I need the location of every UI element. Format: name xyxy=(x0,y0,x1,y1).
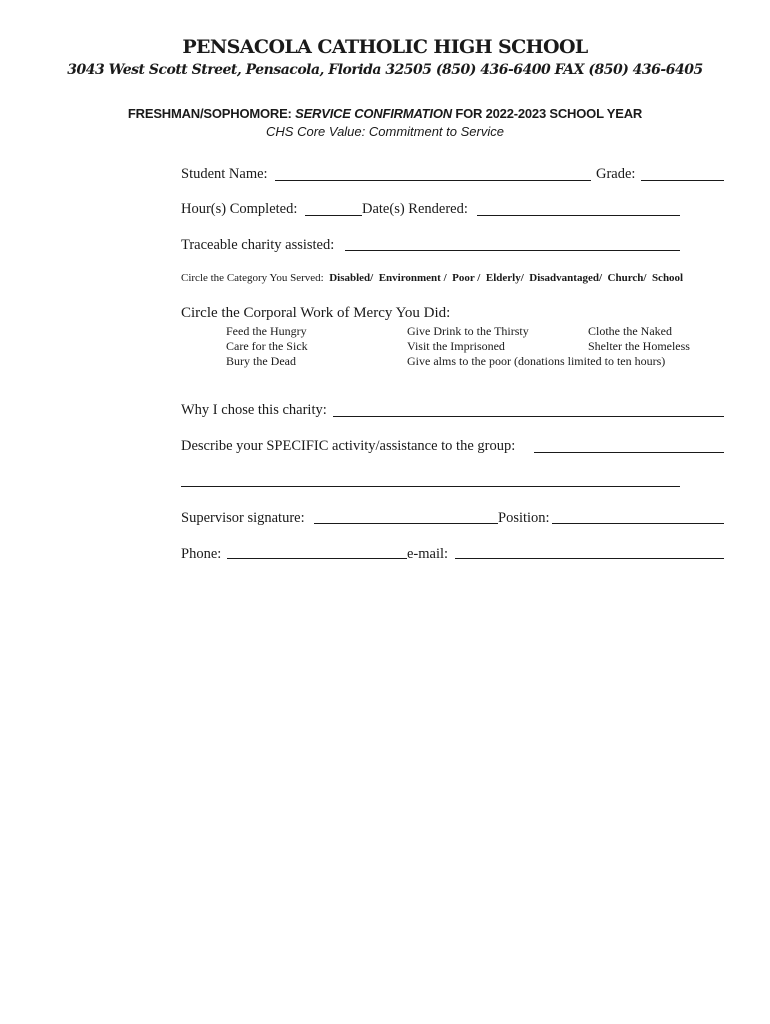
mercy-bury-dead[interactable]: Bury the Dead xyxy=(226,354,296,368)
hours-completed-field[interactable] xyxy=(305,215,362,216)
category-option-disabled[interactable]: Disabled/ xyxy=(329,272,374,284)
email-field[interactable] xyxy=(455,558,724,559)
student-name-label: Student Name: xyxy=(181,166,268,182)
category-option-elderly[interactable]: Elderly/ xyxy=(485,272,524,284)
mercy-give-alms[interactable]: Give alms to the poor (donations limited to ten hours) xyxy=(407,354,666,368)
supervisor-signature-label: Supervisor signature: xyxy=(181,510,305,526)
charity-label: Traceable charity assisted: xyxy=(181,237,335,253)
mercy-heading: Circle the Corporal Work of Mercy You Did: xyxy=(181,305,451,321)
school-address: 3043 West Scott Street, Pensacola, Florida 32505 (850) 436-6400 FAX (850) 436-6405 xyxy=(67,62,703,78)
category-option-disadvantaged[interactable]: Disadvantaged/ xyxy=(529,272,603,284)
mercy-shelter-homeless[interactable]: Shelter the Homeless xyxy=(588,339,690,353)
why-charity-field[interactable] xyxy=(333,416,724,417)
mercy-visit-imprisoned[interactable]: Visit the Imprisoned xyxy=(407,339,505,353)
position-label: Position: xyxy=(498,510,550,526)
category-label: Circle the Category You Served: xyxy=(181,272,324,284)
form-title-service-confirmation: SERVICE CONFIRMATION xyxy=(295,106,452,121)
mercy-feed-hungry[interactable]: Feed the Hungry xyxy=(226,324,307,338)
category-row xyxy=(181,272,683,284)
grade-label: Grade: xyxy=(596,166,636,182)
why-charity-label: Why I chose this charity: xyxy=(181,402,327,418)
form-title-grade-level: FRESHMAN/SOPHOMORE: xyxy=(127,106,292,121)
position-field[interactable] xyxy=(552,523,724,524)
phone-field[interactable] xyxy=(227,558,407,559)
email-label: e-mail: xyxy=(407,546,449,562)
category-option-poor[interactable]: Poor / xyxy=(452,272,481,284)
describe-activity-field-line2[interactable] xyxy=(181,486,680,487)
describe-activity-field[interactable] xyxy=(534,452,724,453)
describe-activity-label: Describe your SPECIFIC activity/assistance to the group: xyxy=(181,438,516,454)
form-title-school-year: FOR 2022-2023 SCHOOL YEAR xyxy=(455,106,643,121)
charity-field[interactable] xyxy=(345,250,680,251)
core-value: CHS Core Value: Commitment to Service xyxy=(266,124,504,139)
grade-field[interactable] xyxy=(641,180,724,181)
student-name-field[interactable] xyxy=(275,180,591,181)
supervisor-signature-field[interactable] xyxy=(314,523,498,524)
category-option-school[interactable]: School xyxy=(651,272,684,284)
dates-rendered-field[interactable] xyxy=(477,215,680,216)
mercy-give-drink[interactable]: Give Drink to the Thirsty xyxy=(407,324,529,338)
category-option-church[interactable]: Church/ xyxy=(607,272,647,284)
hours-completed-label: Hour(s) Completed: xyxy=(181,201,298,217)
mercy-care-sick[interactable]: Care for the Sick xyxy=(226,339,308,353)
category-option-environment[interactable]: Environment / xyxy=(378,272,447,284)
school-name: PENSACOLA CATHOLIC HIGH SCHOOL xyxy=(182,36,588,58)
phone-label: Phone: xyxy=(181,546,222,562)
dates-rendered-label: Date(s) Rendered: xyxy=(362,201,468,217)
form-title xyxy=(0,106,770,121)
mercy-clothe-naked[interactable]: Clothe the Naked xyxy=(588,324,672,338)
